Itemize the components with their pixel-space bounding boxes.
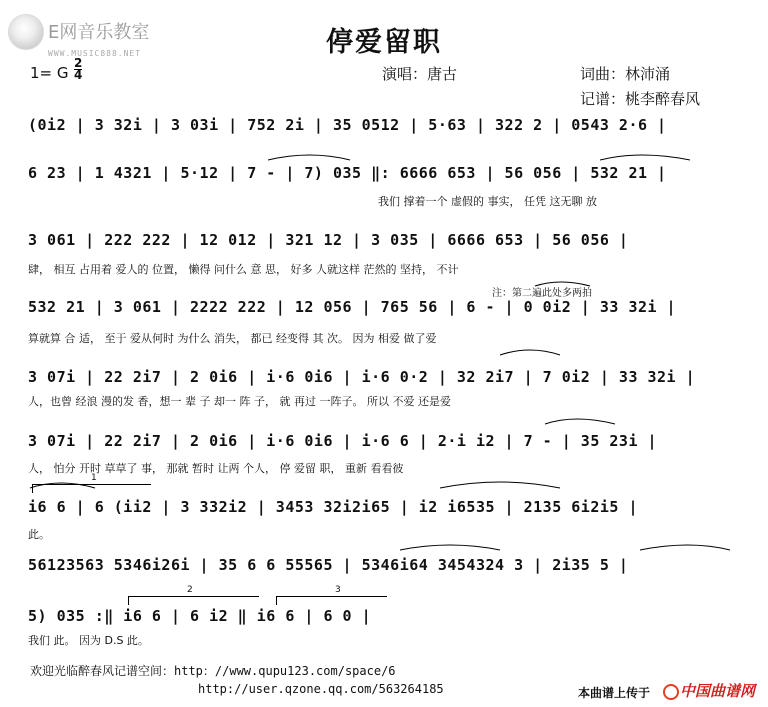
slur [600, 155, 690, 160]
lyric-row-2: 我们 撑着一个 虚假的 事实， 任凭 这无聊 放 [378, 195, 597, 208]
watermark-name: E网音乐教室 [48, 22, 150, 43]
lyric-row-7: 此。 [28, 528, 50, 541]
lyric-row-3: 肆， 相互 占用着 爱人的 位置， 懒得 问什么 意 思， 好多 人就这样 茫然的 坚持， 不计 [28, 263, 459, 276]
lyric-row-4: 算就算 合 适， 至于 爱从何时 为什么 消失， 都已 经变得 其 次。 因为 相爱 做了爱 [28, 332, 437, 345]
score-row-6: 3 07i | 22 2i7 | 2 0i6 | i·6 0i6 | i·6 6 | 2·i i2 | 7 - | 35 23i | [28, 432, 658, 450]
score-row-9: 5) 035 :‖ i6 6 | 6 i2 ‖ i6 6 | 6 0 | [28, 607, 372, 625]
song-title: 停爱留职 [326, 27, 442, 58]
score-row-8: 56123563 5346i26i | 35 6 6 55565 | 5346i64 3454324 3 | 2i35 5 | [28, 556, 629, 574]
key-signature: 1= G [30, 64, 69, 82]
lyric-row-5: 人，也曾 经浪 漫的发 香，想一 辈 子 却一 阵 子， 就 再过 一阵子。 所以 不爱 还是爱 [28, 395, 451, 408]
slur [545, 419, 615, 424]
footer-line-1: 欢迎光临醉春风记谱空间：http：//www.qupu123.com/space/6 [30, 664, 396, 678]
transcriber-credit: 记谱：桃李醉春风 [580, 90, 701, 108]
lyric-row-9: 我们 此。 因为 D.S 此。 [28, 634, 149, 647]
volta-2: 2 [128, 596, 259, 605]
score-row-2: 6 23 | 1 4321 | 5·12 | 7 - | 7) 035 ‖: 6666 653 | 56 056 | 532 21 | [28, 164, 667, 182]
score-row-1: (0i2 | 3 32i | 3 03i | 752 2i | 35 0512 | 5·63 | 322 2 | 0543 2·6 | [28, 116, 667, 134]
slur [30, 483, 95, 488]
slur [268, 155, 350, 160]
score-row-5: 3 07i | 22 2i7 | 2 0i6 | i·6 0i6 | i·6 0·2 | 32 2i7 | 7 0i2 | 33 32i | [28, 368, 696, 386]
watermark-url: WWW.MUSIC888.NET [48, 49, 142, 58]
meter-bottom: 4 [74, 68, 83, 82]
slur [400, 545, 500, 550]
slur [535, 282, 590, 286]
composer-credit: 词曲：林沛涌 [580, 65, 671, 83]
slur [440, 482, 560, 488]
repeat-note: 注：第二遍此处多两拍 [492, 288, 592, 299]
footer-line-2: http://user.qzone.qq.com/563264185 [198, 682, 444, 696]
score-row-4: 532 21 | 3 061 | 2222 222 | 12 056 | 765 56 | 6 - | 0 0i2 | 33 32i | [28, 298, 677, 316]
brand-name: 中国曲谱网 [680, 682, 756, 700]
score-row-3: 3 061 | 222 222 | 12 012 | 321 12 | 3 035 | 6666 653 | 56 056 | [28, 231, 629, 249]
singer-credit: 演唱：唐古 [382, 65, 458, 83]
lyric-row-6: 人， 怕分 开时 草草了 事， 那就 暂时 让两 个人， 停 爱留 职， 重新 看看彼 [28, 462, 404, 475]
volta-1: 1 [32, 484, 151, 493]
meter-top: 2 [74, 56, 83, 70]
upload-label: 本曲谱上传于 [578, 686, 651, 700]
volta-3: 3 [276, 596, 387, 605]
score-row-7: i6 6 | 6 (ii2 | 3 332i2 | 3453 32i2i65 | i2 i6535 | 2135 6i2i5 | [28, 498, 638, 516]
slur [500, 350, 560, 355]
brand-logo-icon [663, 684, 679, 700]
slur [640, 545, 730, 550]
